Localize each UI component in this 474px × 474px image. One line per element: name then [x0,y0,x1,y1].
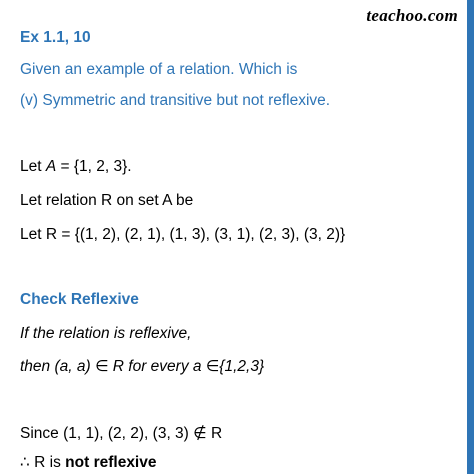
hypothesis-line-2: then (a, a) ∈ R for every a ∈{1,2,3} [20,358,265,375]
question-line-1: Given an example of a relation. Which is [20,61,298,78]
let-a-rest: = {1, 2, 3}. [56,158,132,175]
let-a-prefix: Let [20,158,46,175]
relation-set: Let R = {(1, 2), (2, 1), (1, 3), (3, 1), (2, 3), (3, 2)} [20,226,346,243]
brand-logo: teachoo.com [366,6,458,25]
question-line-2: (v) Symmetric and transitive but not reflexive. [20,92,331,109]
conclusion-prefix: ∴ R is [20,454,66,471]
conclusion-statement [20,454,156,472]
let-a-statement [20,158,132,176]
conclusion-result: not reflexive [65,454,157,471]
exercise-title: Ex 1.1, 10 [20,29,91,46]
hypothesis-line-1: If the relation is reflexive, [20,325,192,342]
accent-side-bar [467,0,474,474]
set-a-variable: A [45,158,57,175]
since-statement: Since (1, 1), (2, 2), (3, 3) ∉ R [20,425,223,442]
relation-definition: Let relation R on set A be [20,192,194,209]
check-reflexive-heading: Check Reflexive [20,291,139,308]
